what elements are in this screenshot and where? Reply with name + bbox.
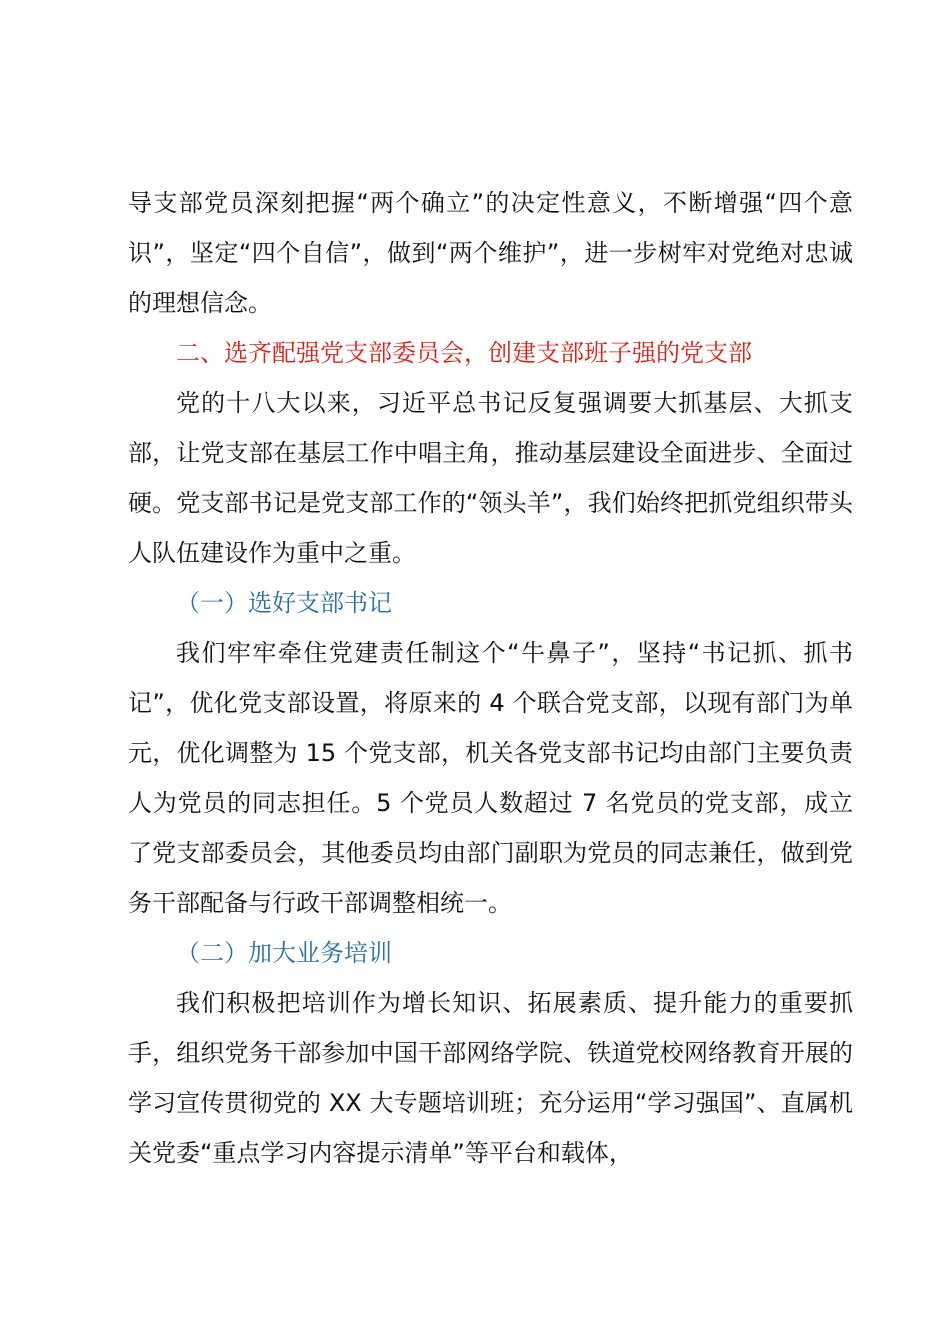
paragraph-section-2-intro: 党的十八大以来，习近平总书记反复强调要大抓基层、大抓支部，让党支部在基层工作中唱主角，推动基层建设全面进步、全面过硬。党支部书记是党支部工作的“领头羊”，我们始终把抓党组织带头人队伍建设作为重中之重。 [128, 389, 853, 567]
paragraph-continued: 导支部党员深刻把握“两个确立”的决定性意义，不断增强“四个意识”，坚定“四个自信”，做到“两个维护”，进一步树牢对党绝对忠诚的理想信念。 [128, 189, 853, 317]
paragraph-subsection-2: 我们积极把培训作为增长知识、拓展素质、提升能力的重要抓手，组织党务干部参加中国干部网络学院、铁道党校网络教育开展的学习宣传贯彻党的 XX 大专题培训班；充分运用“学习强国”、直属机关党委“重点学习内容提示清单”等平台和载体， [128, 989, 853, 1167]
subsection-heading-1: （一）选好支部书记 [176, 589, 392, 617]
subsection-heading-2: （二）加大业务培训 [176, 939, 392, 967]
paragraph-subsection-1: 我们牢牢牵住党建责任制这个“牛鼻子”，坚持“书记抓、抓书记”，优化党支部设置，将原来的 4 个联合党支部，以现有部门为单元，优化调整为 15 个党支部，机关各党支部书记均由部门主要负责人为党员的同志担任。5 个党员人数超过 7 名党员的党支部，成立了党支部委员会，其他委员均由部门副职为党员的同志兼任，做到党务干部配备与行政干部调整相统一。 [128, 639, 853, 917]
document-body [128, 178, 853, 1178]
section-heading-2: 二、选齐配强党支部委员会，创建支部班子强的党支部 [176, 339, 752, 367]
